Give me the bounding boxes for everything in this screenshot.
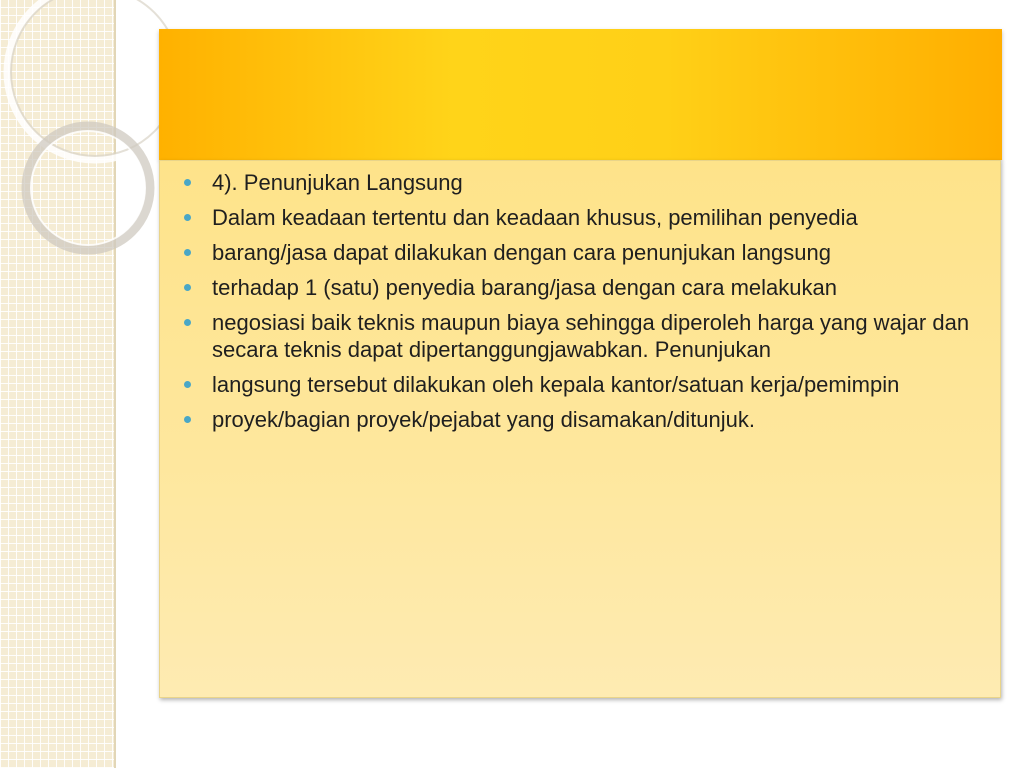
bullet-text: negosiasi baik teknis maupun biaya sehingga diperoleh harga yang wajar dan secara teknis dapat dipertanggungjawabkan. Penunjukan — [212, 310, 970, 362]
bullet-item — [182, 274, 982, 301]
bullet-dot-icon — [184, 381, 191, 388]
bullet-dot-icon — [184, 319, 191, 326]
bullet-dot-icon — [184, 249, 191, 256]
bullet-text: 4). Penunjukan Langsung — [212, 170, 463, 195]
bullet-dot-icon — [184, 284, 191, 291]
bullet-text: terhadap 1 (satu) penyedia barang/jasa dengan cara melakukan — [212, 275, 837, 300]
bullet-text: proyek/bagian proyek/pejabat yang disamakan/ditunjuk. — [212, 407, 756, 432]
bullet-text: langsung tersebut dilakukan oleh kepala kantor/satuan kerja/pemimpin — [212, 372, 900, 397]
bullet-dot-icon — [184, 416, 191, 423]
slide-content-box — [159, 160, 1001, 698]
bullet-dot-icon — [184, 179, 191, 186]
strip-edge-divider — [114, 0, 116, 768]
bullet-text: Dalam keadaan tertentu dan keadaan khusus, pemilihan penyedia — [212, 205, 858, 230]
bullet-text: barang/jasa dapat dilakukan dengan cara penunjukan langsung — [212, 240, 831, 265]
bullet-item — [182, 169, 982, 196]
bullet-item — [182, 239, 982, 266]
background-grid-strip — [0, 0, 114, 768]
bullet-item — [182, 406, 982, 433]
bullet-item — [182, 204, 982, 231]
bullet-list — [182, 169, 982, 441]
bullet-item — [182, 309, 982, 363]
bullet-dot-icon — [184, 214, 191, 221]
bullet-item — [182, 371, 982, 398]
slide-header-bar — [159, 29, 1002, 160]
